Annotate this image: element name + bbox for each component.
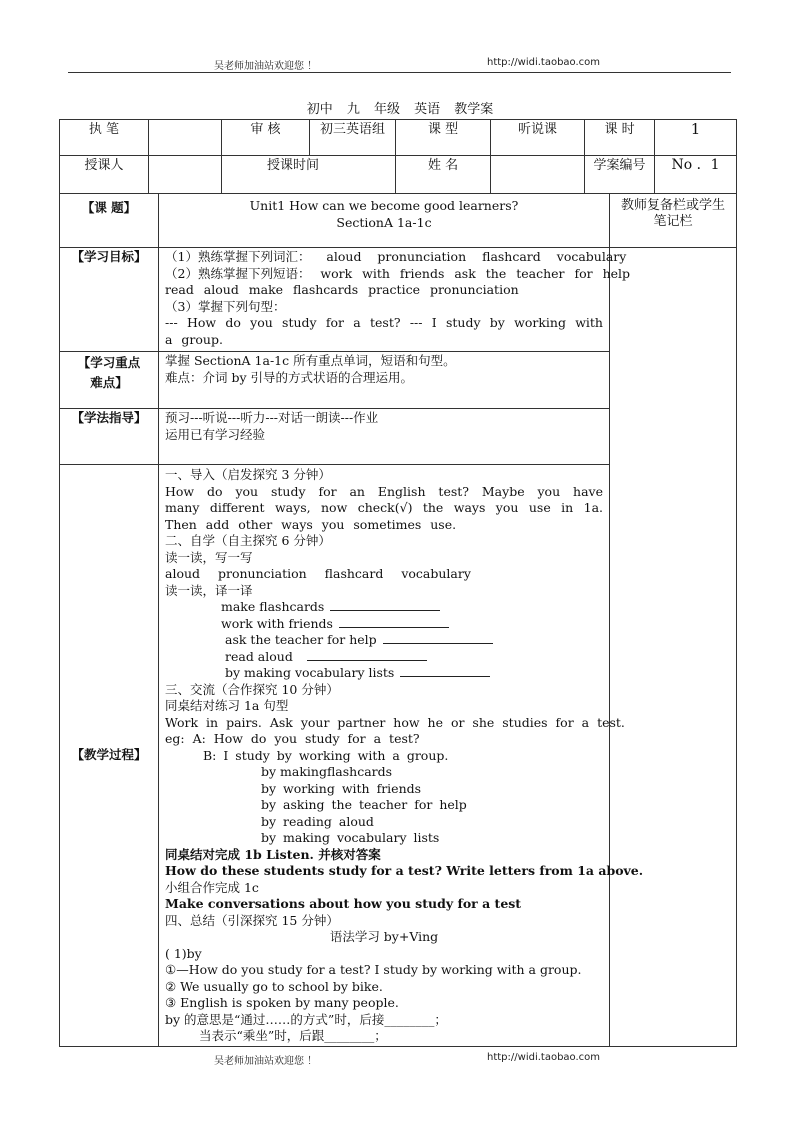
goals-line: read aloud make flashcards practice pronunciation bbox=[165, 282, 519, 297]
answer-blank[interactable] bbox=[330, 599, 440, 611]
goals-line: （1）熟练掌握下列词汇： aloud pronunciation flashcard vocabulary bbox=[165, 249, 627, 264]
s4-example: ①—How do you study for a test? I study by working with a group. bbox=[165, 962, 582, 977]
goals-line: （2）熟练掌握下列短语： work with friends ask the teacher for help bbox=[165, 265, 631, 281]
phrase-text: by making vocabulary lists bbox=[225, 665, 395, 680]
answer-blank[interactable] bbox=[339, 616, 449, 628]
key-label: 【学习重点 难点】 bbox=[60, 352, 159, 409]
by-item: by making vocabulary lists bbox=[261, 830, 440, 845]
goals-label: 【学习目标】 bbox=[60, 248, 159, 352]
process-label: 【教学过程】 bbox=[60, 465, 159, 1047]
footer-left: 吴老师加油站欢迎您 ！ bbox=[214, 1056, 318, 1067]
header-right: http://widi.taobao.com bbox=[487, 57, 601, 68]
s4-note: by 的意思是“通过……的方式”时，后接________； bbox=[165, 1011, 447, 1027]
phrase-item bbox=[165, 632, 603, 649]
review-value: 初三英语组 bbox=[310, 120, 396, 156]
method-line2: 运用已有学习经验 bbox=[165, 426, 266, 442]
s4-example: ③ English is spoken by many people. bbox=[165, 995, 399, 1010]
phrase-item bbox=[165, 616, 603, 633]
time-label: 授课时间 bbox=[222, 156, 396, 194]
notes-header: 教师复备栏或学生笔记栏 bbox=[610, 194, 737, 248]
key-cell bbox=[159, 352, 610, 409]
teacher-value bbox=[149, 156, 222, 194]
s4-by: ( 1)by bbox=[165, 945, 202, 961]
s3-pair: 同桌结对练习 1a 句型 bbox=[165, 698, 289, 713]
method-cell bbox=[159, 409, 610, 465]
phrase-item bbox=[165, 649, 603, 666]
header-left: 吴老师加油站欢迎您 ！ bbox=[214, 61, 318, 72]
topic-label: 【课 题】 bbox=[60, 194, 159, 248]
s4-grammar: 语法学习 by+Ving bbox=[329, 929, 439, 944]
s4-note: 当表示“乘坐”时，后跟________； bbox=[199, 1028, 387, 1043]
notes-column bbox=[610, 248, 737, 1047]
topic-cell bbox=[159, 194, 610, 248]
s4-example: ② We usually go to school by bike. bbox=[165, 978, 383, 994]
writer-value bbox=[149, 120, 222, 156]
review-label: 审 核 bbox=[222, 120, 310, 156]
name-label: 姓 名 bbox=[396, 156, 491, 194]
topic-line2: SectionA 1a-1c bbox=[336, 214, 432, 230]
answer-blank[interactable] bbox=[400, 665, 490, 677]
no-label: 学案编号 bbox=[585, 156, 655, 194]
process-cell bbox=[159, 465, 644, 1047]
s3-title: 三、交流（合作探究 10 分钟） bbox=[165, 681, 339, 697]
type-label: 课 型 bbox=[396, 120, 491, 156]
no-value: No ．1 bbox=[655, 156, 737, 194]
by-item: by reading aloud bbox=[261, 813, 374, 829]
footer-right: http://widi.taobao.com bbox=[487, 1052, 601, 1063]
lesson-table bbox=[59, 193, 737, 1047]
s2-title: 二、自学（自主探究 6 分钟） bbox=[165, 533, 331, 548]
type-value: 听说课 bbox=[491, 120, 585, 156]
s1-title: 一、导入（启发探究 3 分钟） bbox=[165, 467, 331, 482]
header-rule bbox=[68, 72, 731, 73]
s1-text: How do you study for an English test? Maybe you have many different ways, now check(√) the ways you use in 1a. Then add other ways you sometimes use. bbox=[165, 483, 603, 532]
s2-read-write: 读一读，写一写 bbox=[165, 549, 253, 565]
s3-work: Work in pairs. Ask your partner how he or she studies for a test. bbox=[165, 714, 625, 730]
method-line1: 预习---听说---听力---对话一朗读---作业 bbox=[165, 410, 379, 425]
meta-table bbox=[59, 119, 737, 194]
method-label: 【学法指导】 bbox=[60, 409, 159, 465]
phrase-text: work with friends bbox=[221, 615, 333, 631]
writer-label: 执 笔 bbox=[60, 120, 149, 156]
by-item: by asking the teacher for help bbox=[261, 797, 467, 812]
period-value: 1 bbox=[655, 120, 737, 156]
phrase-text: make flashcards bbox=[221, 599, 325, 614]
phrase-item bbox=[165, 665, 603, 682]
answer-blank[interactable] bbox=[383, 632, 493, 644]
key-line1: 掌握 SectionA 1a-1c 所有重点单词，短语和句型。 bbox=[165, 353, 456, 368]
by-item: by makingflashcards bbox=[261, 764, 393, 779]
goals-line: （3）掌握下列句型： bbox=[165, 298, 286, 314]
goals-cell bbox=[159, 248, 631, 352]
s3-1c: 小组合作完成 1c bbox=[165, 879, 259, 895]
s3-eg-b: B: I study by working with a group. bbox=[203, 747, 449, 763]
phrase-text: read aloud bbox=[225, 648, 293, 664]
phrase-text: ask the teacher for help bbox=[225, 632, 377, 647]
s4-title: 四、总结（引深探究 15 分钟） bbox=[165, 912, 339, 928]
s3-1c-question: Make conversations about how you study for a test bbox=[165, 896, 522, 911]
s2-words: aloud pronunciation flashcard vocabulary bbox=[165, 566, 471, 581]
s2-read-translate: 读一读，译一译 bbox=[165, 582, 253, 598]
s3-1b-question: How do these students study for a test? Write letters from 1a above. bbox=[165, 863, 644, 878]
name-value bbox=[491, 156, 585, 194]
goals-line: --- How do you study for a test? --- I study by working with a group. bbox=[165, 315, 603, 347]
answer-blank[interactable] bbox=[307, 649, 427, 661]
by-item: by working with friends bbox=[261, 780, 422, 796]
s3-eg-a: eg: A: How do you study for a test? bbox=[165, 731, 420, 746]
topic-line1: Unit1 How can we become good learners? bbox=[249, 198, 519, 213]
period-label: 课 时 bbox=[585, 120, 655, 156]
s3-1b: 同桌结对完成 1b Listen. 并核对答案 bbox=[165, 846, 381, 862]
page-title: 初中 九 年级 英语 教学案 bbox=[306, 102, 494, 117]
teacher-label: 授课人 bbox=[60, 156, 149, 194]
key-line2: 难点：介词 by 引导的方式状语的合理运用。 bbox=[165, 369, 414, 385]
phrase-item bbox=[165, 599, 603, 616]
